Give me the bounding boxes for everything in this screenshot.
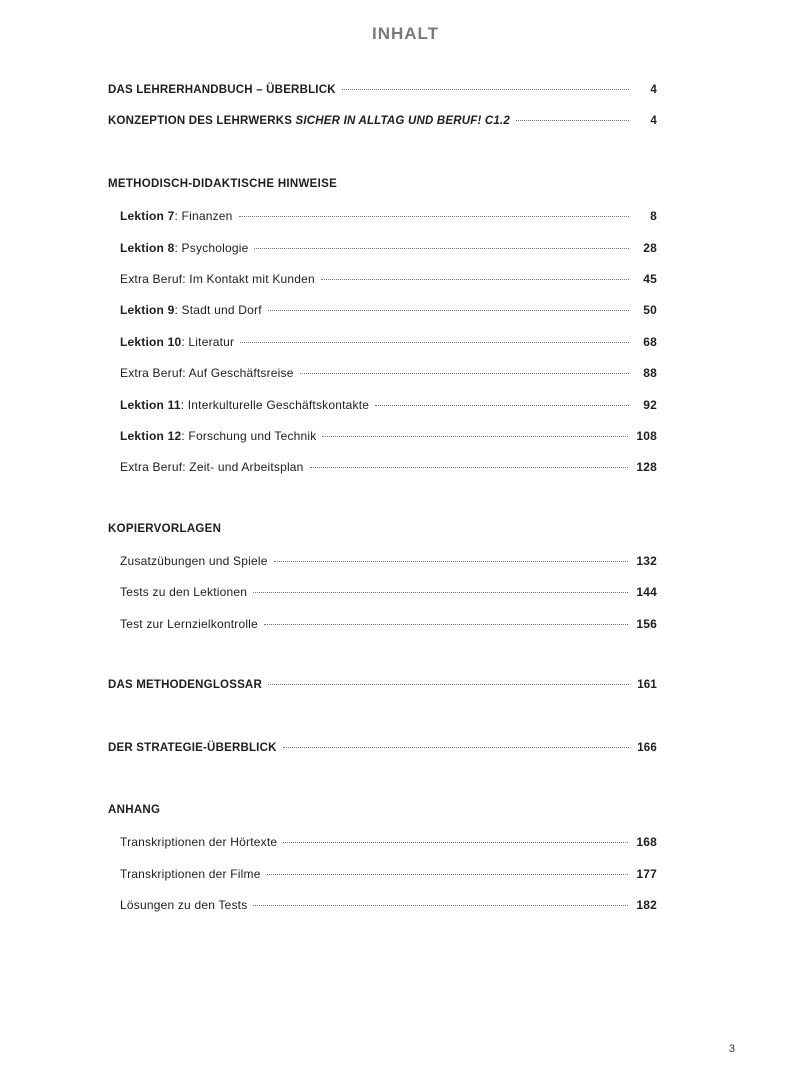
dot-leader — [300, 373, 629, 374]
toc-page-number: 156 — [636, 616, 657, 631]
spacer — [108, 711, 657, 742]
toc-entry-label — [120, 429, 316, 443]
toc-page-number: 50 — [643, 303, 657, 318]
toc-entry-methodenglossar[interactable] — [108, 679, 657, 710]
lesson-title: Extra Beruf: Zeit- und Arbeitsplan — [120, 460, 304, 475]
toc-entry-label — [120, 272, 315, 286]
toc-entry-label — [120, 303, 262, 317]
lesson-number: Lektion 8 — [120, 240, 175, 255]
toc-entry-label-prefix: KONZEPTION DES LEHRWERKS — [108, 115, 296, 128]
toc-page-number: 68 — [643, 334, 657, 349]
dot-leader — [283, 842, 628, 843]
toc-entry-label — [120, 209, 233, 223]
lesson-number: Lektion 11 — [120, 397, 181, 412]
lesson-title: : Finanzen — [174, 209, 233, 224]
lesson-title: : Literatur — [181, 334, 235, 349]
toc-entry-label — [108, 115, 510, 127]
dot-leader — [321, 279, 629, 280]
spacer — [108, 773, 657, 804]
toc-entry-lektion-12[interactable] — [108, 429, 657, 460]
dot-leader — [264, 624, 628, 625]
toc-entry-lernzielkontrolle[interactable] — [108, 617, 657, 648]
toc-entry-lektion-7[interactable] — [108, 209, 657, 240]
toc-entry-label — [120, 366, 294, 380]
dot-leader — [253, 905, 628, 906]
page-title: INHALT — [371, 24, 440, 43]
dot-leader — [322, 436, 628, 437]
toc-entry-label: Tests zu den Lektionen — [120, 585, 248, 600]
toc-page-number: 8 — [650, 209, 657, 224]
toc-entry-loesungen-tests[interactable] — [108, 898, 657, 929]
toc-entry-extra-beruf-arbeitsplan[interactable] — [108, 460, 657, 491]
toc-page-number: 132 — [636, 554, 657, 569]
dot-leader — [239, 216, 629, 217]
toc-entry-zusatzuebungen[interactable] — [108, 554, 657, 585]
toc-entry-lektion-9[interactable] — [108, 303, 657, 334]
section-heading-methodisch: METHODISCH-DIDAKTISCHE HINWEISE — [108, 177, 338, 190]
lesson-title: Extra Beruf: Im Kontakt mit Kunden — [120, 271, 315, 286]
dot-leader — [267, 874, 629, 875]
lesson-number: Lektion 12 — [120, 428, 182, 443]
toc-entry-label: Test zur Lernzielkontrolle — [120, 616, 258, 631]
toc-entry-tests-lektionen[interactable] — [108, 585, 657, 616]
dot-leader — [240, 342, 629, 343]
spacer — [108, 147, 657, 178]
toc-page-number: 4 — [650, 84, 657, 96]
toc-entry-label: Lösungen zu den Tests — [120, 898, 248, 913]
toc-entry-lektion-10[interactable] — [108, 335, 657, 366]
page-folio-number: 3 — [728, 1043, 735, 1055]
lesson-number: Lektion 9 — [120, 303, 175, 318]
toc-page-number: 161 — [637, 679, 657, 692]
toc-entry-label: DAS METHODENGLOSSAR — [108, 679, 262, 692]
lesson-title: : Psychologie — [174, 240, 249, 255]
toc-entry-label-italic: SICHER IN ALLTAG UND BERUF! C1.2 — [295, 115, 510, 128]
toc-page-number: 88 — [643, 366, 657, 381]
toc-page-number: 108 — [636, 428, 657, 443]
toc-entry-lektion-8[interactable] — [108, 241, 657, 272]
toc-entry-strategie-ueberblick[interactable] — [108, 742, 657, 773]
dot-leader — [268, 310, 629, 311]
dot-leader — [375, 405, 629, 406]
spacer — [108, 648, 657, 679]
toc-entry-lehrerhandbuch[interactable] — [108, 84, 657, 115]
toc-entry-label — [120, 241, 248, 255]
toc-entry-label — [120, 335, 234, 349]
dot-leader — [268, 684, 629, 685]
dot-leader — [516, 120, 629, 121]
toc-entry-label: Transkriptionen der Hörtexte — [120, 835, 278, 850]
toc-entry-label: Transkriptionen der Filme — [120, 866, 261, 881]
lesson-title: Extra Beruf: Auf Geschäftsreise — [120, 366, 294, 381]
toc-page-number: 168 — [636, 835, 657, 850]
toc-page-number: 28 — [643, 240, 657, 255]
toc-page-number: 182 — [636, 898, 657, 913]
toc-entry-transkriptionen-hoertexte[interactable] — [108, 835, 657, 866]
dot-leader — [283, 747, 629, 748]
toc-entry-label: Zusatzübungen und Spiele — [120, 554, 268, 569]
toc-page-number: 177 — [636, 866, 657, 881]
toc-page-number: 45 — [643, 271, 657, 286]
toc-entry-konzeption[interactable] — [108, 115, 657, 146]
dot-leader — [274, 561, 629, 562]
spacer — [108, 492, 657, 523]
toc-page-number: 166 — [637, 741, 657, 754]
toc-page-number: 92 — [643, 397, 657, 412]
toc-page-number: 4 — [650, 115, 657, 128]
dot-leader — [254, 248, 629, 249]
lesson-title: : Forschung und Technik — [181, 428, 317, 443]
lesson-number: Lektion 10 — [120, 334, 182, 349]
toc-entry-transkriptionen-filme[interactable] — [108, 867, 657, 898]
section-heading-kopiervorlagen: KOPIERVORLAGEN — [108, 522, 222, 535]
toc-entry-lektion-11[interactable] — [108, 398, 657, 429]
toc-entry-label: DER STRATEGIE-ÜBERBLICK — [108, 741, 277, 754]
toc-entry-label — [120, 398, 369, 412]
dot-leader — [310, 467, 629, 468]
dot-leader — [342, 89, 629, 90]
toc-page-number: 128 — [636, 460, 657, 475]
toc-entry-label — [120, 460, 304, 474]
lesson-title: : Stadt und Dorf — [174, 303, 262, 318]
table-of-contents — [108, 84, 657, 930]
lesson-number: Lektion 7 — [120, 209, 175, 224]
toc-entry-label: DAS LEHRERHANDBUCH – ÜBERBLICK — [108, 84, 336, 96]
section-heading-anhang: ANHANG — [108, 804, 161, 817]
dot-leader — [253, 592, 628, 593]
lesson-title: : Interkulturelle Geschäftskontakte — [180, 397, 370, 412]
toc-entry-extra-beruf-kunden[interactable] — [108, 272, 657, 303]
toc-entry-extra-beruf-geschaeftsreise[interactable] — [108, 366, 657, 397]
toc-page-number: 144 — [636, 585, 657, 600]
